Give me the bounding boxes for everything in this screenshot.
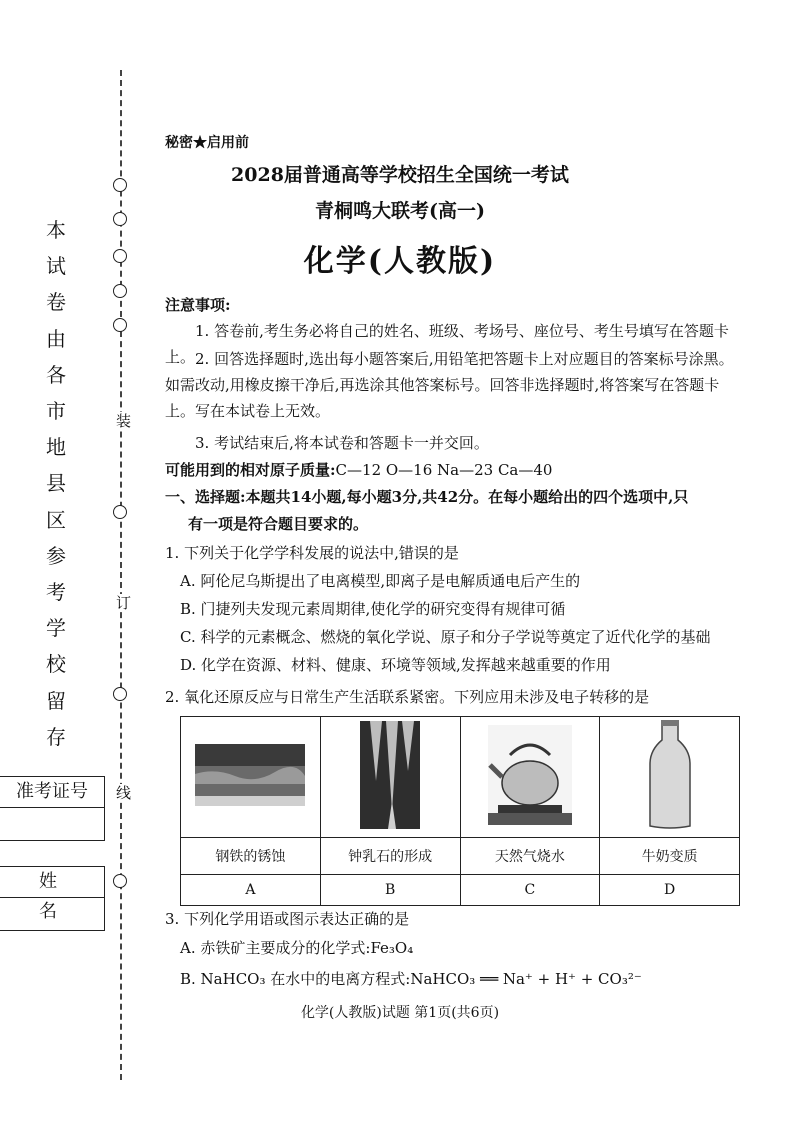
side-note-char: 留 (46, 688, 66, 713)
binding-hole (113, 284, 127, 298)
binding-hole (113, 874, 127, 888)
q3-option-a-formula: Fe₃O₄ (370, 939, 414, 957)
binding-ding: 订 (116, 594, 132, 612)
side-note-char: 卷 (46, 290, 66, 315)
side-note-char: 地 (46, 435, 66, 460)
note-item-1: 1. 答卷前,考生务必将自己的姓名、班级、考场号、座位号、考生号填写在答题卡上。 (165, 322, 729, 366)
exam-id-field[interactable] (0, 808, 104, 840)
q3-stem: 3. 下列化学用语或图示表达正确的是 (165, 910, 410, 928)
q2-image-cell-c (460, 717, 600, 838)
side-note-char: 试 (46, 254, 66, 279)
q3-option-b-text: B. NaHCO₃ 在水中的电离方程式: (180, 970, 411, 988)
side-note-char: 县 (46, 471, 66, 496)
side-note-char: 学 (46, 616, 66, 641)
side-note-char: 市 (46, 399, 66, 423)
q2-stem: 2. 氧化还原反应与日常生产生活联系紧密。下列应用未涉及电子转移的是 (165, 688, 650, 706)
q2-caption-d: 牛奶变质 (600, 838, 740, 875)
q3-option-b-formula: NaHCO₃ ══ Na⁺ + H⁺ + CO₃²⁻ (410, 970, 642, 988)
q2-caption-c: 天然气烧水 (460, 838, 600, 875)
note-item-3: 3. 考试结束后,将本试卷和答题卡一并交回。 (195, 434, 489, 452)
exam-id-box (0, 776, 105, 841)
stalactite-image (360, 721, 420, 829)
q1-stem: 1. 下列关于化学学科发展的说法中,错误的是 (165, 544, 459, 562)
q1-option-b: B. 门捷列夫发现元素周期律,使化学的研究变得有规律可循 (180, 600, 566, 618)
binding-hole (113, 318, 127, 332)
q1-option-a: A. 阿伦尼乌斯提出了电离模型,即离子是电解质通电后产生的 (180, 572, 581, 590)
q3-option-b (180, 966, 642, 992)
binding-hole (113, 505, 127, 519)
atomic-mass-label: 可能用到的相对原子质量: (165, 461, 336, 479)
binding-zhuang: 装 (116, 412, 132, 430)
q2-image-cell-b (320, 717, 460, 838)
q2-options-table (180, 716, 740, 906)
q1-option-d: D. 化学在资源、材料、健康、环境等领域,发挥越来越重要的作用 (180, 656, 611, 674)
secret-mark: 秘密★启用前 (165, 135, 249, 151)
side-note-char: 存 (46, 724, 66, 749)
q3-option-a-text: A. 赤铁矿主要成分的化学式: (180, 939, 371, 957)
section1-line1: 一、选择题:本题共14小题,每小题3分,共42分。在每小题给出的四个选项中,只 (165, 488, 689, 506)
binding-hole (113, 687, 127, 701)
milk-bottle-image (648, 720, 692, 830)
q2-caption-a: 钢铁的锈蚀 (181, 838, 321, 875)
q2-letter-c: C (460, 875, 600, 906)
atomic-mass-values: C—12 O—16 Na—23 Ca—40 (335, 461, 553, 479)
kettle-image (488, 725, 572, 825)
side-note-char: 由 (46, 326, 66, 351)
side-note-char: 各 (46, 362, 66, 387)
note-item-2: 2. 回答选择题时,选出每小题答案后,用铅笔把答题卡上对应题目的答案标号涂黑。如需改动,用橡皮擦干净后,再选涂其他答案标号。回答非选择题时,将答案写在答题卡上。写在本试卷上无效。 (165, 350, 734, 420)
notes-title: 注意事项: (165, 296, 231, 314)
q2-image-cell-d (600, 717, 740, 838)
side-note-char: 校 (46, 652, 66, 677)
name-label: 姓名 (0, 867, 104, 898)
side-note-char: 考 (46, 580, 66, 604)
exam-id-label: 准考证号 (0, 777, 104, 808)
q3-option-a (180, 935, 413, 961)
section1-line2: 有一项是符合题目要求的。 (188, 515, 369, 533)
name-box (0, 866, 105, 931)
atomic-mass-line (165, 457, 743, 483)
subject-title: 化学(人教版) (303, 244, 497, 279)
exam-subtitle: 青桐鸣大联考(高一) (315, 200, 485, 222)
page-footer: 化学(人教版)试题 第1页(共6页) (300, 1005, 500, 1021)
rusty-steel-image (195, 744, 305, 806)
q2-image-cell-a (181, 717, 321, 838)
side-note-char: 区 (46, 507, 66, 532)
q2-caption-b: 钟乳石的形成 (320, 838, 460, 875)
side-note-char: 参 (46, 543, 66, 568)
side-note-char: 本 (46, 218, 66, 242)
q1-option-c: C. 科学的元素概念、燃烧的氧化学说、原子和分子学说等奠定了近代化学的基础 (180, 628, 711, 646)
q2-letter-a: A (181, 875, 321, 906)
q2-letter-b: B (320, 875, 460, 906)
binding-xian: 线 (116, 784, 132, 802)
exam-title: 2028届普通高等学校招生全国统一考试 (231, 164, 569, 186)
q2-letter-d: D (600, 875, 740, 906)
